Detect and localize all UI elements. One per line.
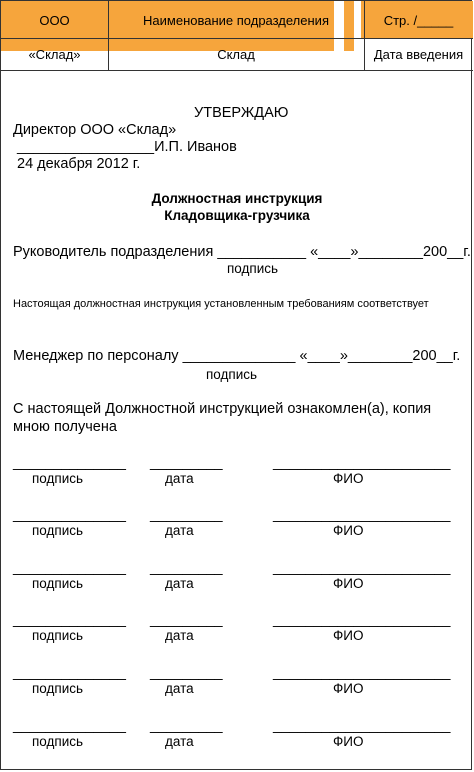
- date-label: Дата введения: [373, 47, 464, 62]
- page-label: Стр. /_____: [383, 13, 454, 28]
- date-blank-1: _________: [150, 455, 223, 471]
- signature-blank-5: ______________: [13, 665, 126, 681]
- name-caption-1: ФИО: [333, 471, 364, 486]
- name-caption-4: ФИО: [333, 628, 364, 643]
- date-blank-3: _________: [150, 560, 223, 576]
- head-of-unit-caption: подпись: [227, 261, 279, 276]
- name-caption-6: ФИО: [333, 734, 364, 749]
- signature-caption-1: подпись: [32, 471, 84, 486]
- compliance-note: Настоящая должностная инструкция установленным требованиям соответствует: [13, 298, 429, 310]
- signature-caption-2: подпись: [32, 523, 84, 538]
- org-label: ООО: [39, 13, 70, 28]
- signature-blank-1: ______________: [13, 455, 126, 471]
- name-caption-2: ФИО: [333, 523, 364, 538]
- name-blank-6: ______________________: [273, 718, 451, 734]
- name-blank-4: ______________________: [273, 612, 451, 628]
- document-header: [1, 1, 473, 71]
- document-title: Должностная инструкция: [151, 191, 323, 206]
- name-blank-5: ______________________: [273, 665, 451, 681]
- signature-blank-4: ______________: [13, 612, 126, 628]
- name-blank-1: ______________________: [273, 455, 451, 471]
- signature-caption-6: подпись: [32, 734, 84, 749]
- approval-signature: _________________И.П. Иванов: [17, 139, 237, 155]
- acknowledgement-line-2: мною получена: [13, 419, 117, 435]
- approval-director: Директор ООО «Склад»: [13, 122, 177, 138]
- org-value: «Склад»: [28, 47, 81, 62]
- name-caption-3: ФИО: [333, 576, 364, 591]
- signature-caption-5: подпись: [32, 681, 84, 696]
- signature-blank-2: ______________: [13, 507, 126, 523]
- acknowledgement-line-1: С настоящей Должностной инструкцией ознакомлен(а), копия: [13, 401, 432, 417]
- date-caption-2: дата: [165, 523, 194, 538]
- hr-manager-line: Менеджер по персоналу ______________ «____»________200__г.: [13, 348, 461, 364]
- signature-blank-3: ______________: [13, 560, 126, 576]
- date-blank-5: _________: [150, 665, 223, 681]
- date-caption-4: дата: [165, 628, 194, 643]
- document-subtitle: Кладовщика-грузчика: [164, 208, 310, 223]
- date-blank-2: _________: [150, 507, 223, 523]
- approval-date: 24 декабря 2012 г.: [17, 156, 141, 172]
- unit-value: Склад: [217, 47, 255, 62]
- date-blank-6: _________: [150, 718, 223, 734]
- date-caption-5: дата: [165, 681, 194, 696]
- hr-manager-caption: подпись: [206, 367, 258, 382]
- signature-blank-6: ______________: [13, 718, 126, 734]
- head-of-unit-line: Руководитель подразделения ___________ «____»________200__г.: [13, 244, 471, 260]
- name-blank-2: ______________________: [273, 507, 451, 523]
- date-caption-6: дата: [165, 734, 194, 749]
- date-caption-3: дата: [165, 576, 194, 591]
- name-blank-3: ______________________: [273, 560, 451, 576]
- signature-caption-3: подпись: [32, 576, 84, 591]
- signature-caption-4: подпись: [32, 628, 84, 643]
- unit-label: Наименование подразделения: [143, 13, 329, 28]
- date-blank-4: _________: [150, 612, 223, 628]
- name-caption-5: ФИО: [333, 681, 364, 696]
- date-caption-1: дата: [165, 471, 194, 486]
- approval-title: УТВЕРЖДАЮ: [194, 105, 289, 121]
